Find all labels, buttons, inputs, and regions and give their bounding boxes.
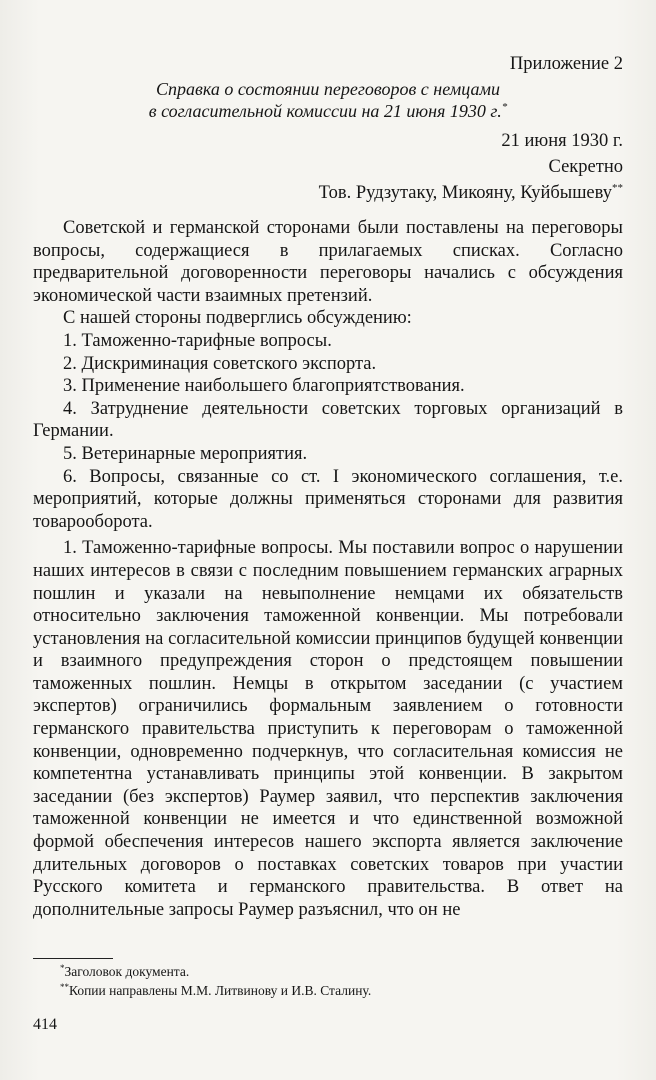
list-item: 2. Дискриминация советского экспорта.: [63, 353, 377, 374]
footnote: [60, 981, 371, 1000]
footnote-text: Заголовок документа.: [64, 964, 190, 979]
list-item: 6. Вопросы, связанные со ст. I экономического соглашения, т.е. мероприятий, которые должны применяться сторонами для развития товарооборота.: [33, 466, 623, 532]
addressee-line: [33, 180, 623, 206]
list-item: 1. Таможенно-тарифные вопросы.: [63, 330, 332, 351]
footnotes: [60, 962, 371, 1000]
document-body: [33, 217, 623, 921]
footnote: [60, 962, 371, 981]
body-paragraph: Советской и германской сторонами были поставлены на переговоры вопросы, содержащиеся в прилагаемых списках. Согласно предварительной договоренности переговоры начались с обсуждения экономической части взаимных претензий.: [33, 218, 623, 306]
footnote-mark: *: [60, 963, 65, 973]
page-content: [33, 52, 623, 921]
footnote-divider: [33, 958, 113, 959]
footnote-text: Копии направлены М.М. Литвинову и И.В. Сталину.: [69, 983, 372, 998]
addressee-text: Тов. Рудзутаку, Микояну, Куйбышеву: [318, 183, 612, 203]
document-title-line-1: Справка о состоянии переговоров с немцами: [156, 79, 500, 99]
list-item: 3. Применение наибольшего благоприятствования.: [63, 376, 465, 397]
document-title-line-2-text: в согласительной комиссии на 21 июня 1930 г.: [148, 101, 502, 121]
body-paragraph: 1. Таможенно-тарифные вопросы. Мы поставили вопрос о нарушении наших интересов в связи с последним повышением германских аграрных пошлин и указали на невыполнение немцами их обязательств относительно заключения таможенной конвенции. Мы потребовали установления на согласительной комиссии принципов будущей конвенции и взаимного предупреждения сторон о предстоящем повышении таможенных пошлин. Немцы в открытом заседании (с участием экспертов) ограничились формальным заявлением о готовности германского правительства приступить к переговорам о таможенной конвенции, одновременно подчеркнув, что согласительная комиссия не компетентна устанавливать принципы этой конвенции. В закрытом заседании (без экспертов) Раумер заявил, что перспектив заключения таможенной конвенции не имеется и что единственной возможной формой обеспечения интересов нашего экспорта является заключение длительных договоров о поставках советских товаров при участии Русского комитета и германского правительства. В ответ на дополнительные запросы Раумер разъяснил, что он не: [33, 538, 623, 920]
addressee-footnote-mark: **: [612, 182, 623, 194]
document-title-line-2: [33, 100, 623, 122]
title-footnote-mark: *: [501, 101, 508, 113]
appendix-label: Приложение 2: [509, 54, 623, 74]
document-title: [33, 78, 623, 122]
classification-stamp: Секретно: [548, 157, 623, 177]
page-number: 414: [33, 1016, 57, 1033]
footnote-mark: **: [60, 982, 69, 992]
body-paragraph: С нашей стороны подверглись обсуждению:: [63, 308, 412, 329]
list-item: 5. Ветеринарные мероприятия.: [63, 443, 308, 464]
list-item: 4. Затруднение деятельности советских торговых организаций в Германии.: [33, 398, 623, 442]
document-date: 21 июня 1930 г.: [501, 131, 623, 151]
